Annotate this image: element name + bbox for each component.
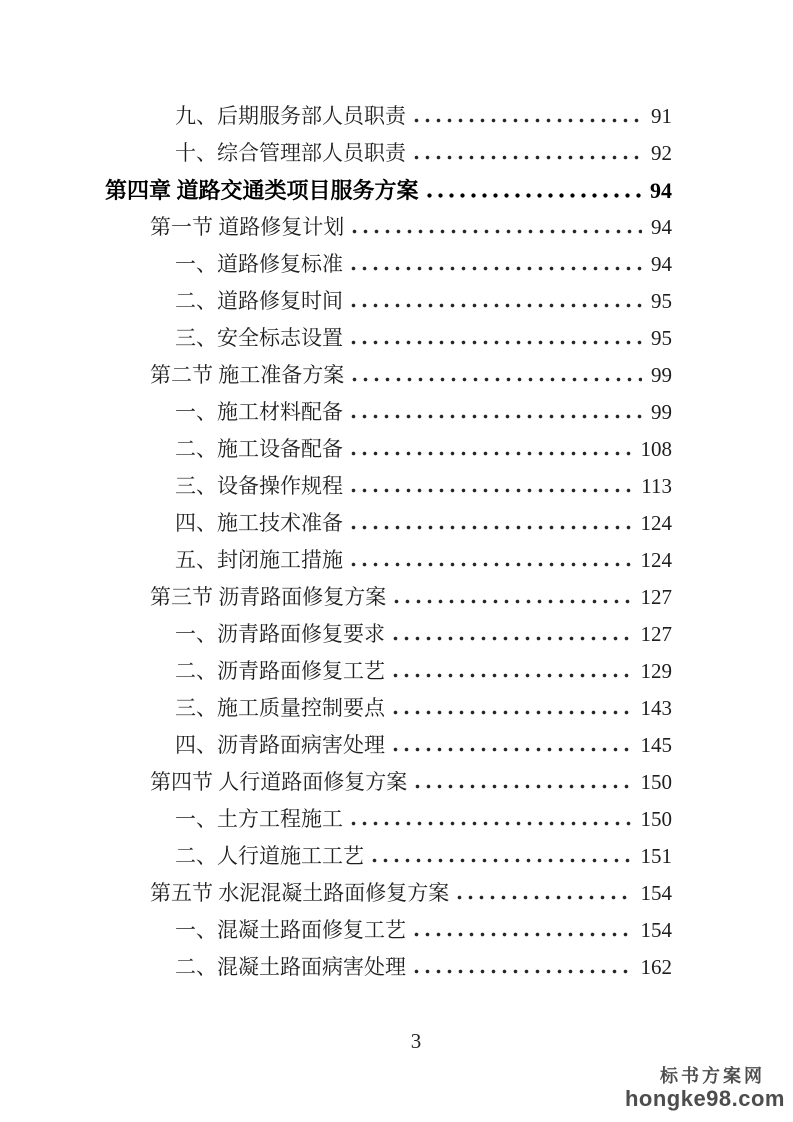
toc-entry-page: 150 xyxy=(640,770,672,794)
dot-leader xyxy=(393,710,632,715)
dot-leader xyxy=(393,747,632,752)
toc-entry-label: 十、综合管理部人员职责 xyxy=(175,141,406,165)
toc-entry-label: 一、施工材料配备 xyxy=(175,400,343,424)
toc-entry-page: 162 xyxy=(640,955,672,979)
toc-entry-label: 二、道路修复时间 xyxy=(175,289,343,313)
toc-entry xyxy=(105,875,672,912)
toc-entry-page: 91 xyxy=(651,104,672,128)
toc-entry-page: 95 xyxy=(651,289,672,313)
dot-leader xyxy=(393,636,632,641)
toc-entry xyxy=(105,801,672,838)
toc-entry-label: 三、施工质量控制要点 xyxy=(175,696,385,720)
toc-entry-label: 第一节 道路修复计划 xyxy=(150,215,345,239)
toc-entry-label: 五、封闭施工措施 xyxy=(175,548,343,572)
toc-entry-page: 127 xyxy=(640,622,672,646)
toc-entry-page: 150 xyxy=(640,807,672,831)
dot-leader xyxy=(351,562,632,567)
toc-entry xyxy=(105,431,672,468)
toc-entry xyxy=(105,394,672,431)
toc-entry-label: 一、道路修复标准 xyxy=(175,252,343,276)
toc-entry-page: 95 xyxy=(651,326,672,350)
toc-entry-label: 三、安全标志设置 xyxy=(175,326,343,350)
toc-entry-label: 二、施工设备配备 xyxy=(175,437,343,461)
toc-entry xyxy=(105,949,672,986)
dot-leader xyxy=(372,858,632,863)
watermark-site-url: hongke98.com xyxy=(624,1086,785,1111)
dot-leader xyxy=(351,821,632,826)
toc-entry xyxy=(105,320,672,357)
dot-leader xyxy=(414,969,632,974)
toc-entry xyxy=(105,616,672,653)
toc-entry-page: 94 xyxy=(650,178,672,203)
toc-entry xyxy=(105,283,672,320)
toc-entry-page: 154 xyxy=(640,881,672,905)
toc-entry xyxy=(105,690,672,727)
toc-entry xyxy=(105,172,672,209)
toc-entry-label: 二、人行道施工工艺 xyxy=(175,844,364,868)
toc-entry-label: 第五节 水泥混凝土路面修复方案 xyxy=(150,881,450,905)
toc-entry xyxy=(105,246,672,283)
toc-entry xyxy=(105,357,672,394)
toc-entry-label: 四、施工技术准备 xyxy=(175,511,343,535)
toc-entry-label: 九、后期服务部人员职责 xyxy=(175,104,406,128)
toc-entry-page: 129 xyxy=(640,659,672,683)
toc-entry xyxy=(105,135,672,172)
dot-leader xyxy=(351,414,642,419)
page-number: 3 xyxy=(410,1029,422,1053)
dot-leader xyxy=(457,895,631,900)
toc-entry xyxy=(105,542,672,579)
watermark xyxy=(625,1066,785,1111)
toc-entry-label: 三、设备操作规程 xyxy=(175,474,343,498)
toc-entry-page: 92 xyxy=(651,141,672,165)
toc-entry-label: 一、土方工程施工 xyxy=(175,807,343,831)
table-of-contents xyxy=(105,98,672,986)
dot-leader xyxy=(414,118,642,123)
toc-entry xyxy=(105,505,672,542)
toc-entry-label: 第四节 人行道路面修复方案 xyxy=(150,770,408,794)
dot-leader xyxy=(393,673,632,678)
dot-leader xyxy=(352,229,642,234)
toc-entry-label: 第三节 沥青路面修复方案 xyxy=(150,585,387,609)
toc-entry-page: 154 xyxy=(640,918,672,942)
toc-entry-page: 145 xyxy=(640,733,672,757)
toc-entry-page: 108 xyxy=(640,437,672,461)
toc-entry-label: 二、沥青路面修复工艺 xyxy=(175,659,385,683)
toc-entry-page: 124 xyxy=(640,548,672,572)
dot-leader xyxy=(414,155,642,160)
toc-entry xyxy=(105,912,672,949)
toc-entry xyxy=(105,764,672,801)
dot-leader xyxy=(351,525,632,530)
toc-entry-label: 第四章 道路交通类项目服务方案 xyxy=(105,178,419,203)
toc-entry xyxy=(105,653,672,690)
dot-leader xyxy=(415,784,631,789)
toc-entry-label: 一、混凝土路面修复工艺 xyxy=(175,918,406,942)
dot-leader xyxy=(351,340,642,345)
toc-entry-page: 127 xyxy=(640,585,672,609)
toc-entry-label: 四、沥青路面病害处理 xyxy=(175,733,385,757)
watermark-site-name: 标书方案网 xyxy=(660,1066,765,1086)
dot-leader xyxy=(414,932,632,937)
dot-leader xyxy=(427,193,641,198)
toc-entry xyxy=(105,727,672,764)
toc-entry xyxy=(105,209,672,246)
toc-entry xyxy=(105,98,672,135)
toc-entry-label: 第二节 施工准备方案 xyxy=(150,363,345,387)
dot-leader xyxy=(351,451,632,456)
dot-leader xyxy=(351,488,632,493)
toc-entry-label: 二、混凝土路面病害处理 xyxy=(175,955,406,979)
toc-entry-page: 151 xyxy=(640,844,672,868)
toc-entry-page: 143 xyxy=(640,696,672,720)
dot-leader xyxy=(352,377,642,382)
toc-entry-page: 99 xyxy=(651,363,672,387)
dot-leader xyxy=(351,303,642,308)
toc-entry xyxy=(105,468,672,505)
dot-leader xyxy=(394,599,631,604)
dot-leader xyxy=(351,266,642,271)
toc-entry-label: 一、沥青路面修复要求 xyxy=(175,622,385,646)
toc-entry xyxy=(105,838,672,875)
toc-entry-page: 99 xyxy=(651,400,672,424)
toc-entry-page: 94 xyxy=(651,215,672,239)
toc-entry-page: 94 xyxy=(651,252,672,276)
toc-entry-page: 113 xyxy=(641,474,672,498)
toc-entry xyxy=(105,579,672,616)
toc-entry-page: 124 xyxy=(640,511,672,535)
